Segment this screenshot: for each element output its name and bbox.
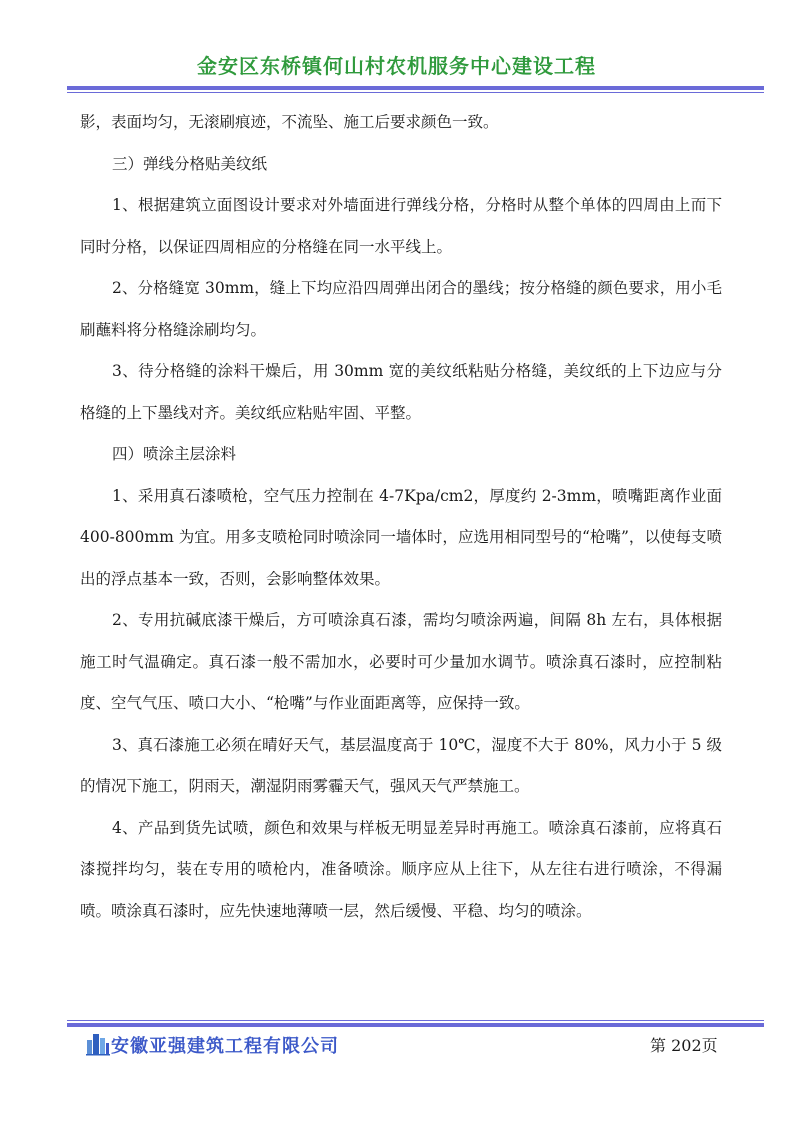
header-rule-thin bbox=[67, 92, 764, 93]
header-rule-thick bbox=[67, 86, 764, 90]
paragraph-item: 2、分格缝宽 30mm，缝上下均应沿四周弹出闭合的墨线；按分格缝的颜色要求，用小毛刷蘸料将分格缝涂刷均匀。 bbox=[80, 279, 722, 339]
page-header-title: 金安区东桥镇何山村农机服务中心建设工程 bbox=[197, 54, 596, 78]
footer-company-name: 安徽亚强建筑工程有限公司 bbox=[111, 1036, 339, 1057]
footer-rule-thick bbox=[67, 1023, 764, 1027]
paragraph-item: 2、专用抗碱底漆干燥后，方可喷涂真石漆，需均匀喷涂两遍，间隔 8h 左右，具体根据施工时气温确定。真石漆一般不需加水，必要时可少量加水调节。喷涂真石漆时，应控制粘度、空气气压、喷口大小、“枪嘴”与作业面距离等，应保持一致。 bbox=[80, 611, 722, 712]
footer-page-number: 第 202页 bbox=[650, 1036, 718, 1055]
paragraph-item: 3、真石漆施工必须在晴好天气，基层温度高于 10℃，湿度不大于 80%，风力小于 5 级的情况下施工，阴雨天，潮湿阴雨雾霾天气，强风天气严禁施工。 bbox=[80, 735, 722, 795]
footer-rule-thin bbox=[67, 1020, 764, 1021]
section-heading-4: 四）喷涂主层涂料 bbox=[112, 445, 237, 463]
document-body bbox=[80, 102, 722, 932]
section-heading-3: 三）弹线分格贴美纹纸 bbox=[112, 154, 268, 173]
paragraph-item: 1、采用真石漆喷枪，空气压力控制在 4-7Kpa/cm2，厚度约 2-3mm，喷嘴距离作业面 400-800mm 为宜。用多支喷枪同时喷涂同一墙体时，应选用相同型号的“枪嘴”，以使每支喷出的浮点基本一致，否则，会影响整体效果。 bbox=[80, 486, 722, 588]
building-logo-icon bbox=[85, 1030, 111, 1056]
paragraph-item: 3、待分格缝的涂料干燥后，用 30mm 宽的美纹纸粘贴分格缝，美纹纸的上下边应与分格缝的上下墨线对齐。美纹纸应粘贴牢固、平整。 bbox=[80, 362, 722, 422]
paragraph-item: 1、根据建筑立面图设计要求对外墙面进行弹线分格，分格时从整个单体的四周由上而下同时分格，以保证四周相应的分格缝在同一水平线上。 bbox=[80, 196, 722, 256]
paragraph-item: 4、产品到货先试喷，颜色和效果与样板无明显差异时再施工。喷涂真石漆前，应将真石漆搅拌均匀，装在专用的喷枪内，准备喷涂。顺序应从上往下，从左往右进行喷涂，不得漏喷。喷涂真石漆时，应先快速地薄喷一层，然后缓慢、平稳、均匀的喷涂。 bbox=[80, 818, 722, 920]
paragraph-continuation: 影，表面均匀，无滚刷痕迹，不流坠、施工后要求颜色一致。 bbox=[80, 113, 499, 131]
